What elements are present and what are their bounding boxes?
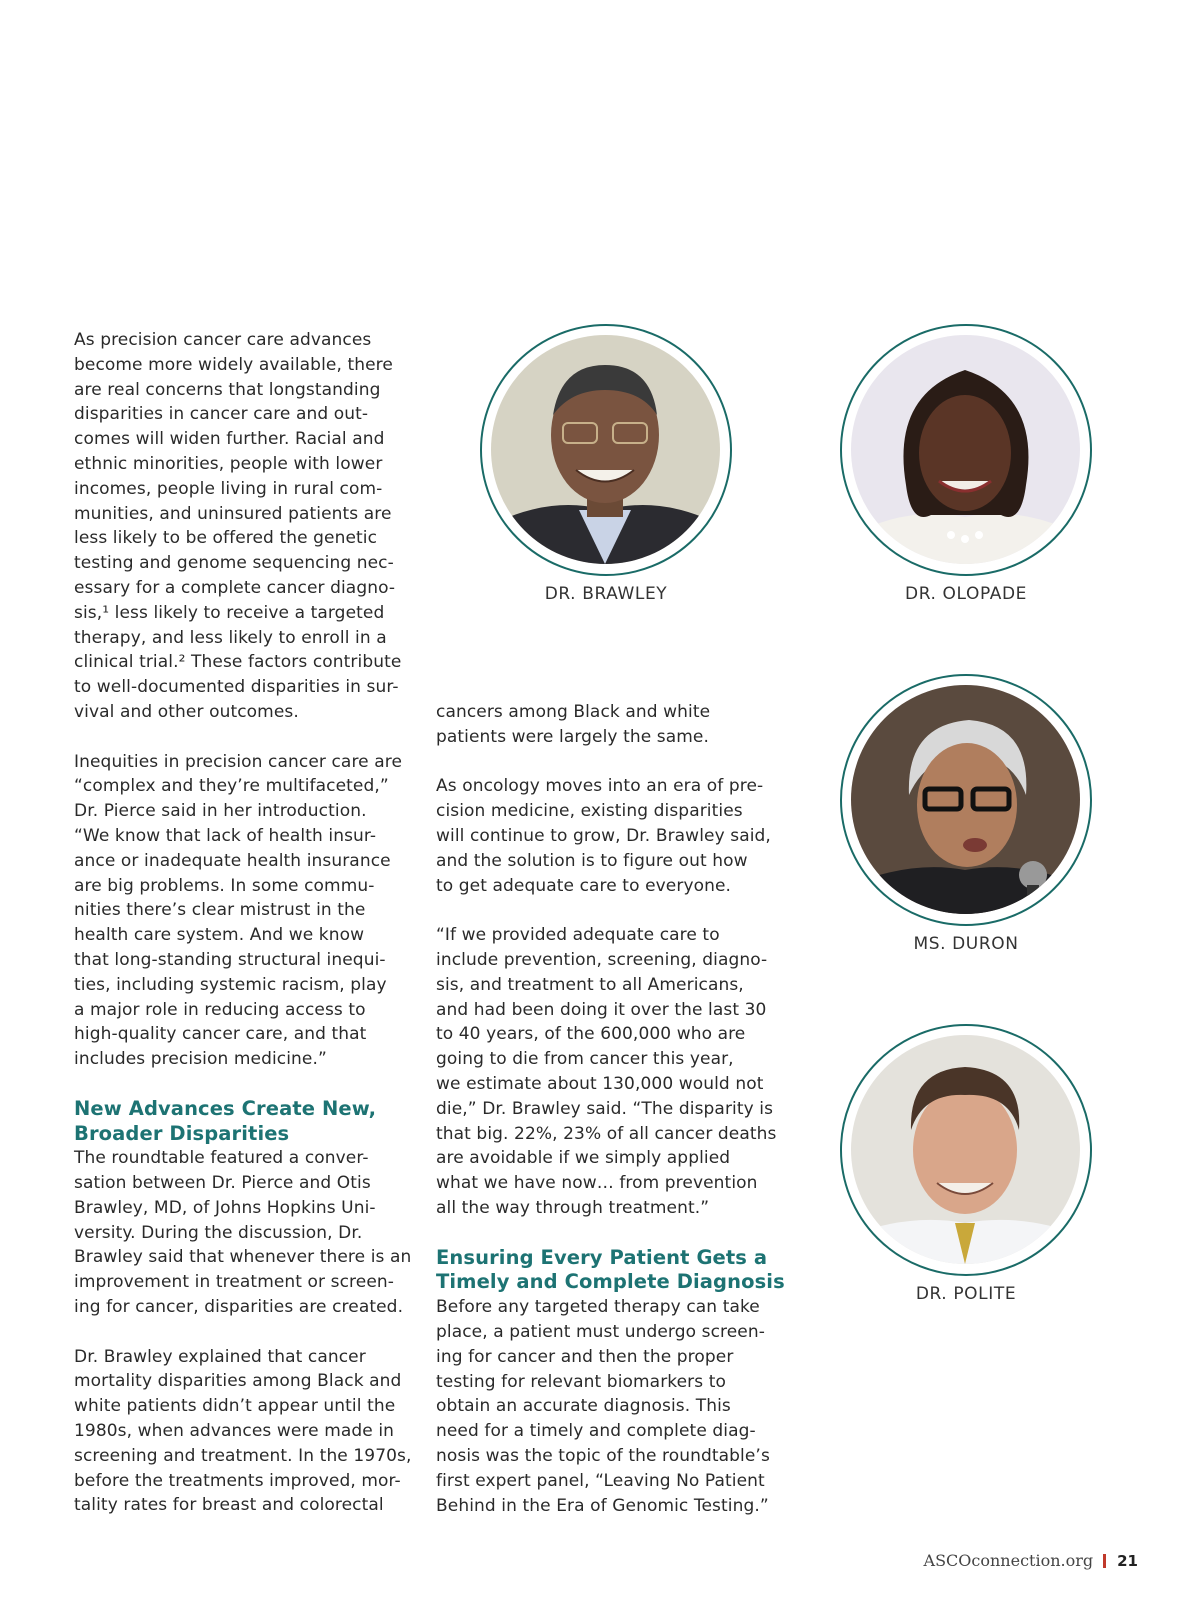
portrait-caption: DR. OLOPADE xyxy=(905,584,1027,604)
portrait-photo-polite xyxy=(851,1035,1080,1264)
body-paragraph: The roundtable featured a conver- sation between Dr. Pierce and Otis Brawley, MD, of Johns Hopkins Uni- versity. During the discussion, Dr. Brawley said that whenever there is an improvement in treatment or screen- ing for cancer, disparities are created. xyxy=(74,1148,412,1318)
footer-divider xyxy=(1103,1554,1106,1568)
footer-site: ASCOconnection.org xyxy=(923,1551,1094,1570)
portrait-caption: DR. POLITE xyxy=(915,1284,1017,1304)
body-paragraph: Inequities in precision cancer care are “complex and they’re multifaceted,” Dr. Pierce said in her introduction. “We know that lack of health insur- ance or inadequate health insurance are big problems. In some commu- nities there’s clear mistrust in the health care system. And we know that long-standing structural inequi- ties, including systemic racism, play a major role in reducing access to high-quality cancer care, and that includes precision medicine.” xyxy=(74,751,403,1070)
body-paragraph: “If we provided adequate care to include prevention, screening, diagno- sis, and treatment to all Americans, and had been doing it over the last 30 to 40 years, of the 600,000 who are going to die from cancer this year, we estimate about 130,000 would not die,” Dr. Brawley said. “The disparity is that big. 22%, 23% of all cancer deaths are avoidable if we simply applied what we have now… from prevention all the way through treatment.” xyxy=(436,925,777,1218)
text-column-left xyxy=(74,328,424,1518)
page-number: 21 xyxy=(1117,1551,1138,1570)
body-paragraph: Dr. Brawley explained that cancer mortality disparities among Black and white patients didn’t appear until the 1980s, when advances were made in screening and treatment. In the 1970s, before the treatments improved, mor- tality rates for breast and colorectal xyxy=(74,1346,412,1516)
portrait-caption: MS. DURON xyxy=(913,934,1019,954)
portrait-brawley xyxy=(480,324,732,576)
portrait-photo-olopade xyxy=(851,335,1080,564)
body-paragraph: Before any targeted therapy can take place, a patient must undergo screen- ing for cancer and then the proper testing for relevant biomarkers to obtain an accurate diagnosis. This need for a timely and complete diag- nosis was the topic of the roundtable’s first expert panel, “Leaving No Patient Behind in the Era of Genomic Testing.” xyxy=(436,1297,770,1516)
body-paragraph: As oncology moves into an era of pre- cision medicine, existing disparities will continue to grow, Dr. Brawley said, and the solution is to figure out how to get adequate care to everyone. xyxy=(436,776,771,896)
page-footer xyxy=(924,1551,1138,1570)
body-paragraph: As precision cancer care advances become more widely available, there are real concerns that longstanding disparities in cancer care and out- comes will widen further. Racial and ethnic minorities, people with lower incomes, people living in rural com- munities, and uninsured patients are less likely to be offered the genetic testing and genome sequencing nec- essary for a complete cancer diagno- sis,¹ less likely to receive a targeted therapy, and less likely to enroll in a clinical trial.² These factors contribute to well-documented disparities in sur- vival and other outcomes. xyxy=(74,330,402,722)
body-paragraph: cancers among Black and white patients were largely the same. xyxy=(436,702,711,747)
portrait-photo-duron xyxy=(851,685,1080,914)
portrait-duron xyxy=(840,674,1092,926)
portrait-polite xyxy=(840,1024,1092,1276)
text-column-middle xyxy=(436,700,786,1518)
portrait-photo-brawley xyxy=(491,335,720,564)
section-heading: Ensuring Every Patient Gets a Timely and Complete Diagnosis xyxy=(436,1245,785,1294)
portrait-caption: DR. BRAWLEY xyxy=(544,584,668,604)
section-heading: New Advances Create New, Broader Disparities xyxy=(74,1096,377,1145)
portrait-olopade xyxy=(840,324,1092,576)
